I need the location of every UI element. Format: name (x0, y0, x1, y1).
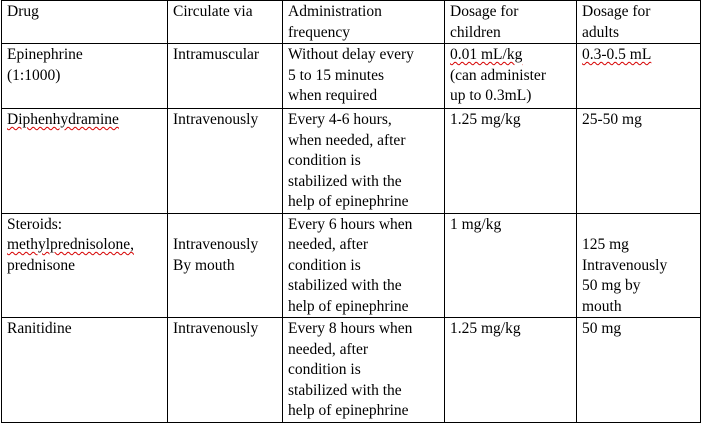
table-row (2, 318, 701, 423)
children-dose-line: 1.25 mg/kg (450, 320, 521, 337)
cell-dosage-adults (577, 318, 701, 423)
header-adults-line2: adults (582, 23, 620, 41)
cell-dosage-children (445, 213, 577, 318)
cell-route (168, 213, 283, 318)
cell-drug (2, 213, 168, 318)
header-drug (2, 1, 168, 44)
drug-concentration: (1:1000) (7, 66, 61, 84)
frequency-line: Every 8 hours when (288, 320, 413, 337)
header-children-line2: children (450, 23, 501, 41)
frequency-line: when needed, after (288, 131, 406, 149)
drug-dosage-table (1, 0, 701, 423)
adults-dose-line: 50 mg by (582, 277, 641, 294)
header-frequency-line1: Administration (288, 3, 382, 20)
adults-dose-line: mouth (582, 297, 622, 315)
route-text: Intravenously (173, 320, 259, 337)
cell-frequency (283, 44, 445, 109)
children-dose-line: up to 0.3mL) (450, 87, 532, 104)
drug-class: Steroids: (7, 215, 63, 233)
route-text: Intravenously (173, 236, 259, 253)
frequency-line: stabilized with the (288, 172, 402, 190)
frequency-line: Without delay every (288, 46, 414, 63)
table-row (2, 44, 701, 109)
cell-dosage-adults (577, 213, 701, 318)
cell-route (168, 44, 283, 109)
drug-name: prednisone (7, 256, 76, 274)
drug-name: methylprednisolone, (7, 236, 134, 253)
header-circulate-via (168, 1, 283, 44)
route-text: Intramuscular (173, 46, 260, 63)
frequency-line: condition is (288, 361, 361, 378)
cell-dosage-adults (577, 109, 701, 214)
children-dose-line: 1 mg/kg (450, 215, 502, 233)
adults-dose-line: 50 mg (582, 320, 622, 337)
frequency-line: help of epinephrine (288, 402, 409, 419)
adults-dose-line: 25-50 mg (582, 111, 642, 128)
adults-dose-line: Intravenously (582, 256, 668, 274)
frequency-line: condition is (288, 152, 361, 169)
children-dose-line: 0.01 mL/kg (450, 46, 523, 63)
cell-route (168, 318, 283, 423)
cell-route (168, 109, 283, 214)
frequency-line: when required (288, 87, 378, 104)
table-row (2, 213, 701, 318)
header-frequency-line2: frequency (288, 23, 350, 41)
adults-dose-line: 0.3-0.5 mL (582, 46, 652, 63)
cell-dosage-children (445, 318, 577, 423)
header-children-line1: Dosage for (450, 3, 519, 20)
drug-name: Epinephrine (7, 46, 83, 63)
cell-drug (2, 109, 168, 214)
cell-frequency (283, 213, 445, 318)
cell-dosage-children (445, 109, 577, 214)
cell-dosage-adults (577, 44, 701, 109)
drug-name: Diphenhydramine (7, 111, 119, 128)
frequency-line: stabilized with the (288, 277, 402, 294)
cell-drug (2, 44, 168, 109)
frequency-line: help of epinephrine (288, 297, 409, 315)
frequency-line: help of epinephrine (288, 193, 409, 210)
children-dose-line: (can administer (450, 66, 546, 84)
header-drug-text: Drug (7, 3, 39, 20)
header-dosage-children (445, 1, 577, 44)
cell-dosage-children (445, 44, 577, 109)
spacer (173, 215, 277, 236)
frequency-line: needed, after (288, 340, 369, 358)
header-circulate-text: Circulate via (173, 3, 253, 20)
frequency-line: 5 to 15 minutes (288, 66, 385, 84)
adults-dose-line: 125 mg (582, 236, 629, 253)
frequency-line: Every 6 hours when (288, 215, 413, 233)
header-frequency (283, 1, 445, 44)
cell-frequency (283, 318, 445, 423)
frequency-line: needed, after (288, 236, 369, 253)
route-text: Intravenously (173, 111, 259, 128)
header-dosage-adults (577, 1, 701, 44)
cell-frequency (283, 109, 445, 214)
header-adults-line1: Dosage for (582, 3, 651, 20)
spacer (582, 215, 695, 236)
frequency-line: condition is (288, 256, 361, 274)
frequency-line: Every 4-6 hours, (288, 111, 392, 128)
table-row (2, 109, 701, 214)
header-row (2, 1, 701, 44)
frequency-line: stabilized with the (288, 381, 402, 399)
cell-drug (2, 318, 168, 423)
drug-name: Ranitidine (7, 320, 72, 337)
children-dose-line: 1.25 mg/kg (450, 111, 521, 128)
route-text: By mouth (173, 256, 235, 274)
